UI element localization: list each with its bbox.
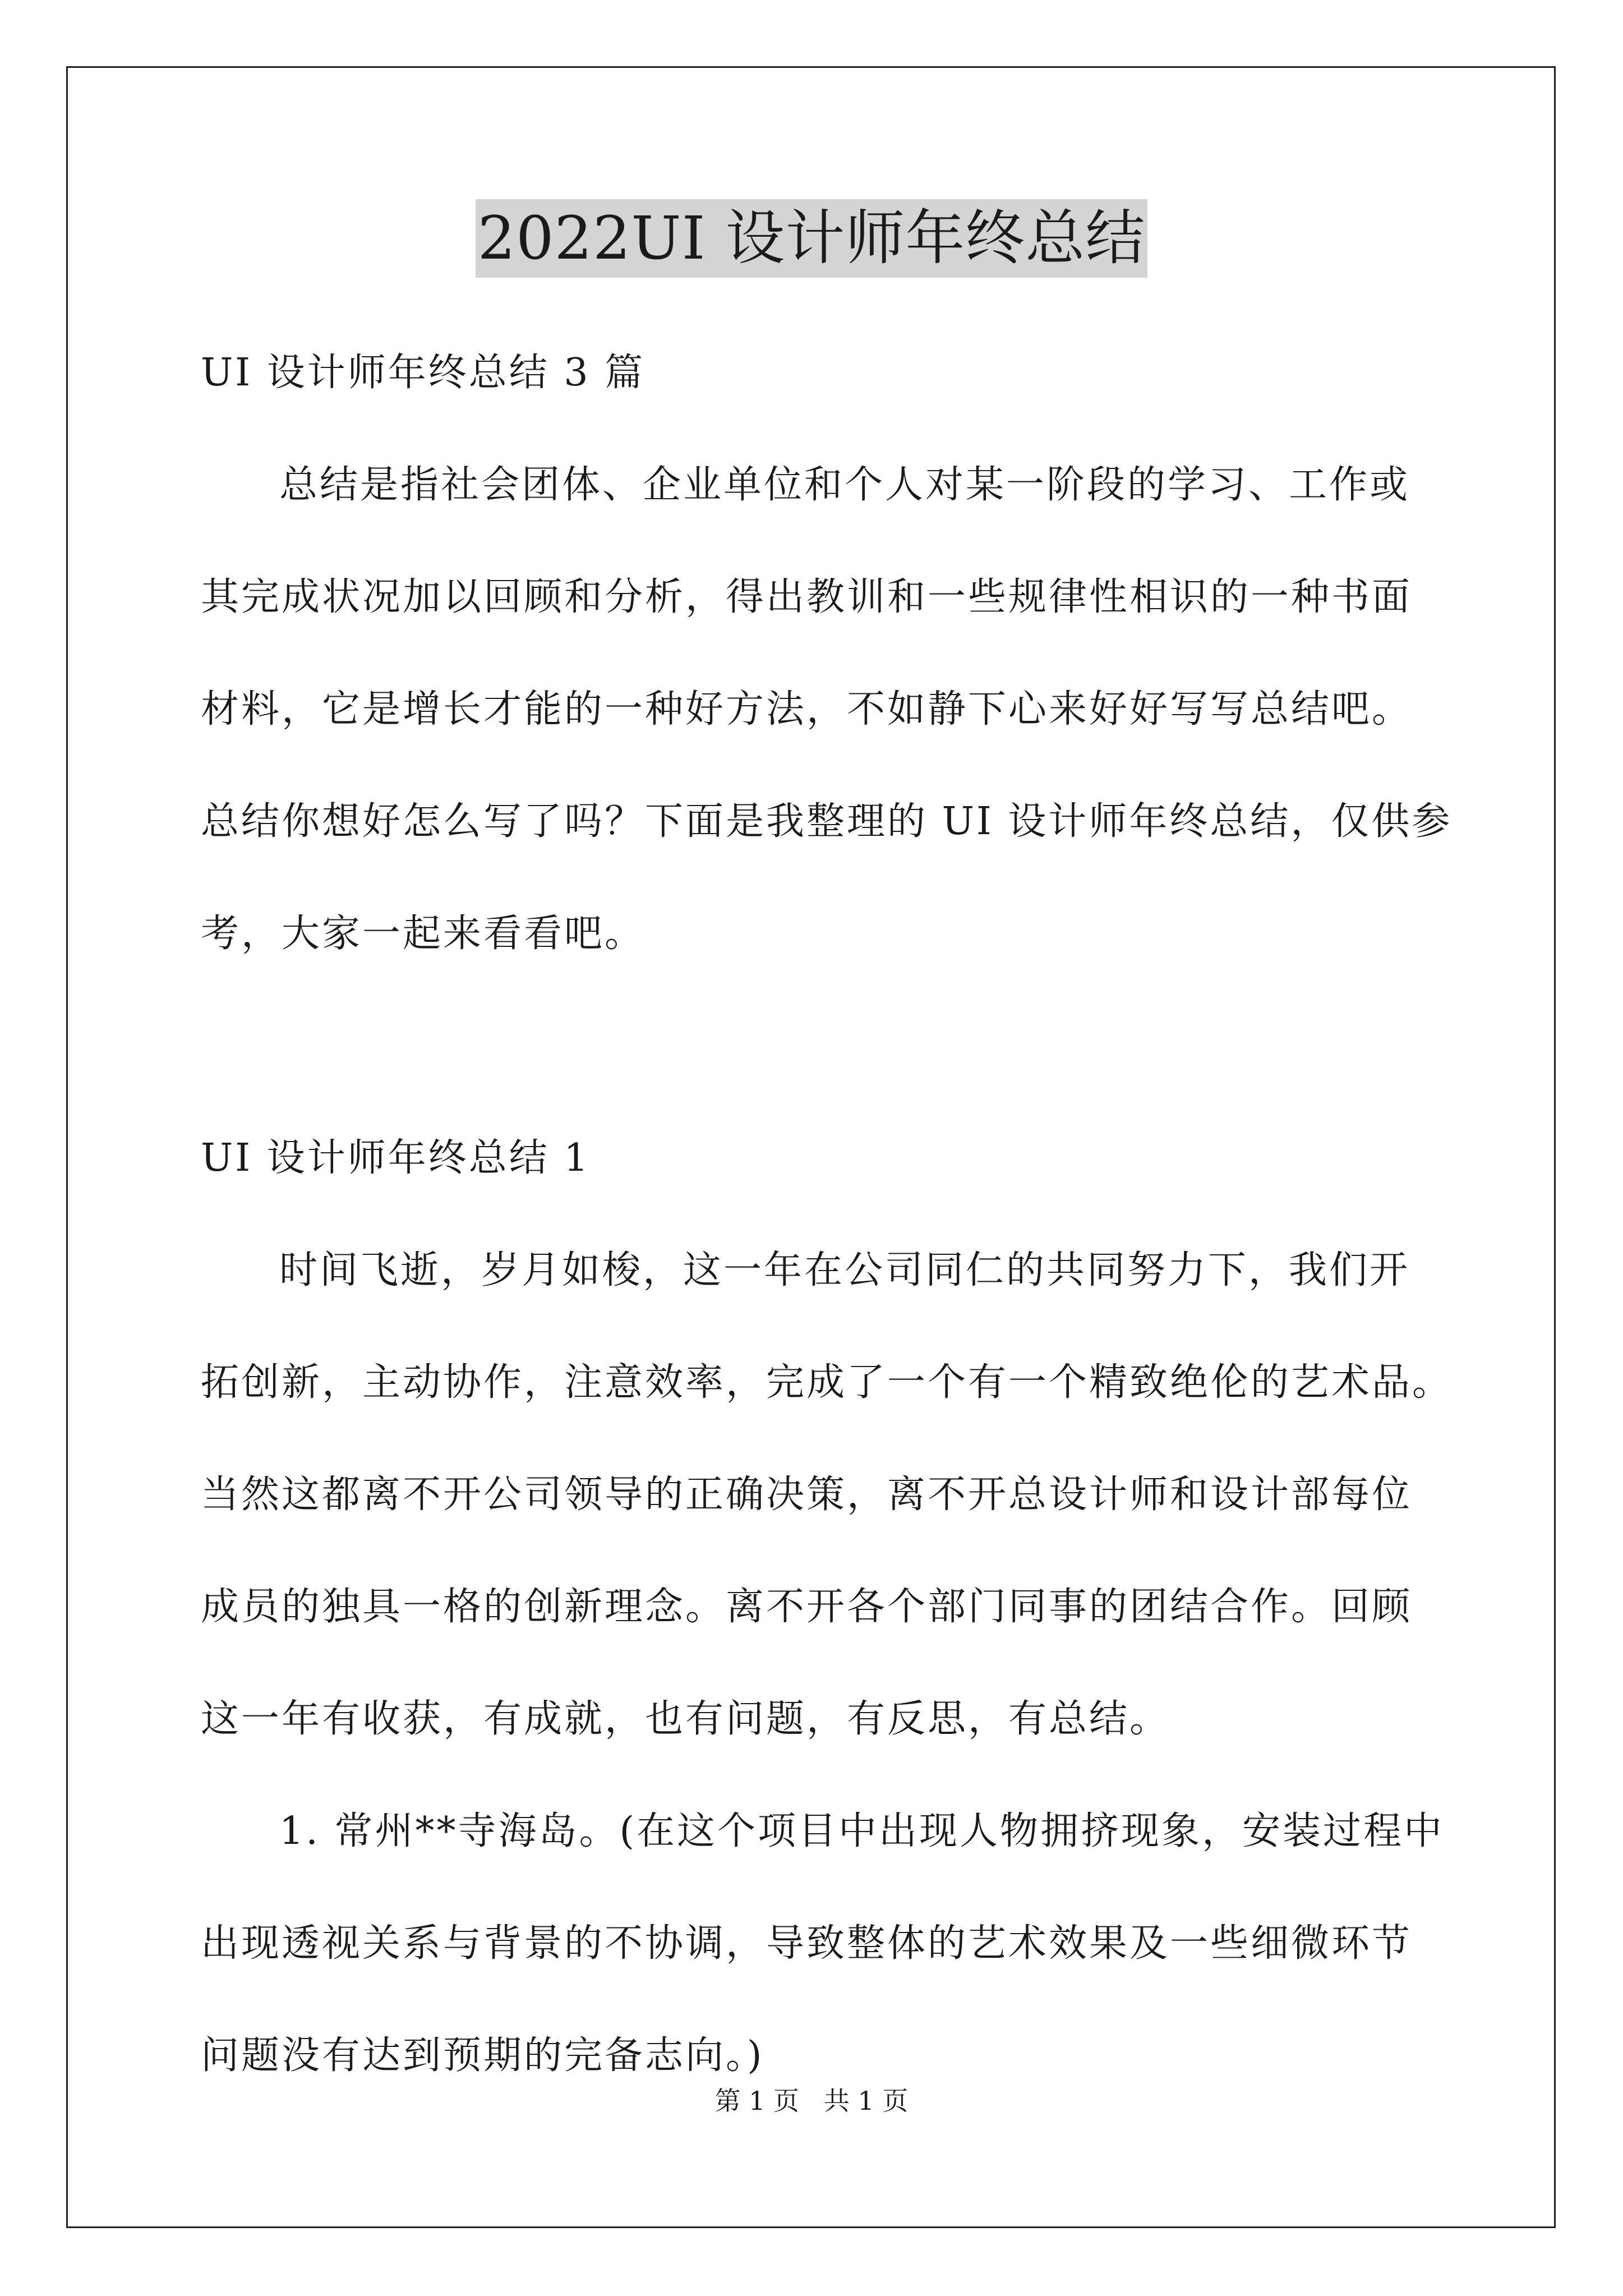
section-line: 时间飞逝，岁月如梭，这一年在公司同仁的共同努力下，我们开 xyxy=(279,1248,1410,1292)
intro-line: 其完成状况加以回顾和分析，得出教训和一些规律性相识的一种书面 xyxy=(201,575,1413,619)
section-spacer xyxy=(201,1018,1435,1130)
section-line: 拓创新，主动协作，注意效率，完成了一个有一个精致绝伦的艺术品。 xyxy=(201,1360,1453,1405)
title-container xyxy=(0,199,1623,278)
document-body xyxy=(201,345,1453,2140)
section-line: 当然这都离不开公司领导的正确决策，离不开总设计师和设计部每位 xyxy=(201,1473,1413,1517)
intro-line: 总结是指社会团体、企业单位和个人对某一阶段的学习、工作或 xyxy=(279,463,1410,507)
section-heading: UI 设计师年终总结 1 xyxy=(201,1136,591,1180)
section-line: 成员的独具一格的创新理念。离不开各个部门同事的团结合作。回顾 xyxy=(201,1585,1413,1629)
intro-line: 总结你想好怎么写了吗？下面是我整理的 UI 设计师年终总结，仅供参 xyxy=(201,799,1453,844)
item-line: 1. 常州**寺海岛。(在这个项目中出现人物拥挤现象，安装过程中 xyxy=(279,1809,1445,1853)
section-line: 这一年有收获，有成就，也有问题，有反思，有总结。 xyxy=(201,1697,1170,1741)
intro-line: 材料，它是增长才能的一种好方法，不如静下心来好好写写总结吧。 xyxy=(201,687,1413,731)
item-line: 出现透视关系与背景的不协调，导致整体的艺术效果及一些细微环节 xyxy=(201,1921,1413,1966)
document-subtitle: UI 设计师年终总结 3 篇 xyxy=(201,351,645,395)
intro-line: 考，大家一起来看看吧。 xyxy=(201,912,645,956)
page-footer: 第 1 页 共 1 页 xyxy=(714,2086,909,2116)
item-line: 问题没有达到预期的完备志向。) xyxy=(201,2033,764,2078)
document-title: 2022UI 设计师年终总结 xyxy=(476,199,1148,278)
